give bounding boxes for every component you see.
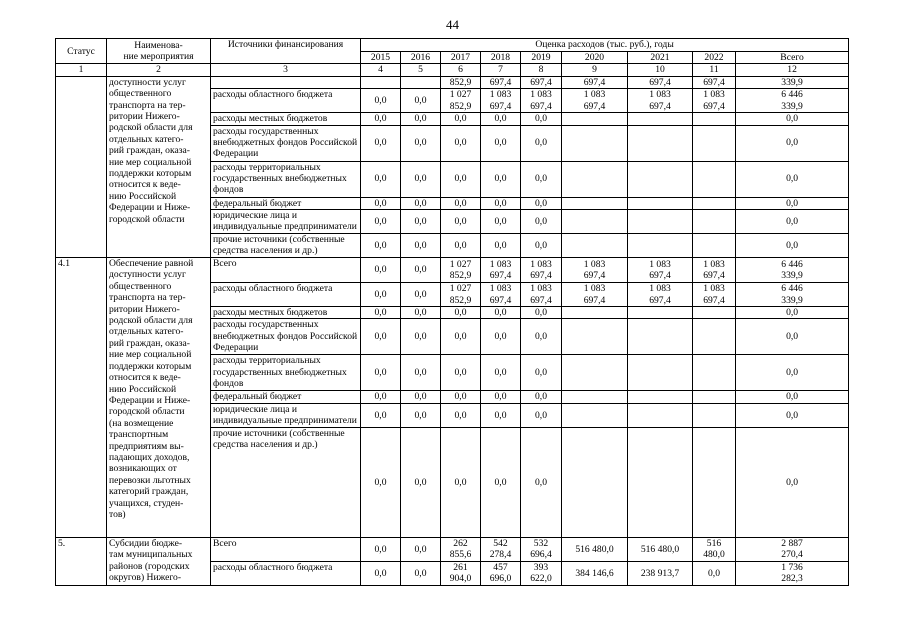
value-cell (361, 76, 401, 88)
value-cell (628, 307, 693, 319)
column-number: 6 (441, 64, 481, 76)
value-cell: 0,0 (361, 561, 401, 585)
header-year: 2020 (562, 52, 628, 64)
value-cell: 0,0 (736, 125, 849, 161)
value-cell: 0,0 (361, 307, 401, 319)
header-year: Всего (736, 52, 849, 64)
value-cell: 1 083 697,4 (521, 89, 562, 113)
value-cell: 1 083 697,4 (628, 258, 693, 283)
value-cell: 0,0 (521, 113, 562, 125)
value-cell: 852,9 (441, 76, 481, 88)
value-cell: 516 480,0 (628, 537, 693, 561)
value-cell: 0,0 (736, 319, 849, 355)
value-cell (693, 161, 736, 197)
value-cell (693, 391, 736, 403)
value-cell (628, 234, 693, 258)
value-cell: 0,0 (401, 234, 441, 258)
header-year: 2019 (521, 52, 562, 64)
value-cell: 697,4 (481, 76, 521, 88)
value-cell: 1 027 852,9 (441, 283, 481, 307)
value-cell: 0,0 (361, 113, 401, 125)
value-cell (628, 125, 693, 161)
value-cell: 0,0 (361, 319, 401, 355)
column-number: 8 (521, 64, 562, 76)
measure-name-cell: Субсидии бюдже- там муниципальных районов (городских округов) Нижего- (107, 537, 211, 585)
value-cell: 0,0 (736, 113, 849, 125)
value-cell: 0,0 (441, 403, 481, 427)
value-cell: 1 083 697,4 (481, 258, 521, 283)
value-cell: 0,0 (401, 89, 441, 113)
value-cell: 1 083 697,4 (562, 258, 628, 283)
value-cell (693, 234, 736, 258)
value-cell: 1 027 852,9 (441, 258, 481, 283)
value-cell: 0,0 (401, 210, 441, 234)
value-cell: 697,4 (693, 76, 736, 88)
funding-source-cell: расходы территориальных государственных внебюджетных фондов (211, 161, 361, 197)
value-cell: 0,0 (481, 161, 521, 197)
value-cell: 0,0 (441, 427, 481, 537)
value-cell: 0,0 (441, 307, 481, 319)
header-estimate: Оценка расходов (тыс. руб.), годы (361, 39, 849, 52)
value-cell: 697,4 (562, 76, 628, 88)
value-cell: 542 278,4 (481, 537, 521, 561)
header-year: 2017 (441, 52, 481, 64)
value-cell: 697,4 (521, 76, 562, 88)
value-cell: 0,0 (481, 234, 521, 258)
value-cell: 0,0 (441, 125, 481, 161)
funding-source-cell: расходы государственных внебюджетных фондов Российской Федерации (211, 319, 361, 355)
funding-source-cell: юридические лица и индивидуальные предприниматели (211, 403, 361, 427)
value-cell: 0,0 (441, 161, 481, 197)
value-cell: 0,0 (441, 355, 481, 391)
value-cell: 1 083 697,4 (693, 89, 736, 113)
funding-source-cell: прочие источники (собственные средства населения и др.) (211, 234, 361, 258)
value-cell: 0,0 (361, 403, 401, 427)
value-cell (693, 210, 736, 234)
status-cell: 4.1 (56, 258, 107, 538)
status-cell (56, 76, 107, 257)
value-cell: 0,0 (521, 355, 562, 391)
table-row (56, 258, 849, 283)
value-cell: 0,0 (521, 391, 562, 403)
value-cell: 1 083 697,4 (628, 89, 693, 113)
funding-source-cell: Всего (211, 537, 361, 561)
value-cell: 0,0 (361, 283, 401, 307)
value-cell: 0,0 (441, 210, 481, 234)
value-cell: 0,0 (736, 391, 849, 403)
value-cell: 0,0 (521, 234, 562, 258)
value-cell: 1 083 697,4 (562, 89, 628, 113)
value-cell: 1 083 697,4 (628, 283, 693, 307)
value-cell: 0,0 (481, 403, 521, 427)
value-cell (401, 76, 441, 88)
value-cell: 0,0 (481, 319, 521, 355)
value-cell: 0,0 (361, 355, 401, 391)
value-cell: 0,0 (361, 258, 401, 283)
value-cell: 457 696,0 (481, 561, 521, 585)
value-cell (628, 355, 693, 391)
value-cell: 0,0 (521, 427, 562, 537)
value-cell: 0,0 (361, 537, 401, 561)
value-cell: 1 083 697,4 (693, 258, 736, 283)
measure-name-cell: Обеспечение равной доступности услуг общественного транспорта на тер- ритории Нижего- родской области для отдельных катего- рий граждан, оказа- ние мер социальной поддержки которым относится к веде- нию Российской Федерации и Ниже- городской области (на возмещение транспортным предприятиям вы- падающих доходов, возникающих от перевозки льготных категорий граждан, учащихся, студен- тов) (107, 258, 211, 538)
value-cell: 0,0 (481, 307, 521, 319)
value-cell: 0,0 (736, 307, 849, 319)
value-cell: 0,0 (441, 197, 481, 209)
value-cell (628, 210, 693, 234)
value-cell: 261 904,0 (441, 561, 481, 585)
value-cell: 0,0 (736, 427, 849, 537)
funding-source-cell: Всего (211, 258, 361, 283)
value-cell (628, 427, 693, 537)
value-cell: 384 146,6 (562, 561, 628, 585)
value-cell: 0,0 (401, 161, 441, 197)
header-year: 2016 (401, 52, 441, 64)
value-cell: 0,0 (361, 89, 401, 113)
column-number: 4 (361, 64, 401, 76)
expense-table (55, 38, 849, 586)
funding-source-cell: федеральный бюджет (211, 391, 361, 403)
value-cell: 0,0 (361, 391, 401, 403)
value-cell: 0,0 (481, 125, 521, 161)
value-cell: 0,0 (401, 427, 441, 537)
value-cell: 0,0 (521, 161, 562, 197)
header-sources: Источники финансирования (211, 39, 361, 64)
column-number: 12 (736, 64, 849, 76)
funding-source-cell: расходы местных бюджетов (211, 113, 361, 125)
value-cell (693, 125, 736, 161)
value-cell (628, 197, 693, 209)
header-year: 2018 (481, 52, 521, 64)
funding-source-cell: расходы территориальных государственных внебюджетных фондов (211, 355, 361, 391)
value-cell (562, 403, 628, 427)
value-cell: 0,0 (521, 197, 562, 209)
column-number: 11 (693, 64, 736, 76)
value-cell: 2 887 270,4 (736, 537, 849, 561)
header-name: Наименова- ние мероприятия (107, 39, 211, 64)
value-cell (628, 319, 693, 355)
funding-source-cell: расходы государственных внебюджетных фондов Российской Федерации (211, 125, 361, 161)
value-cell: 262 855,6 (441, 537, 481, 561)
funding-source-cell: расходы местных бюджетов (211, 307, 361, 319)
value-cell: 0,0 (361, 161, 401, 197)
value-cell: 1 083 697,4 (481, 89, 521, 113)
value-cell: 1 083 697,4 (521, 258, 562, 283)
value-cell: 1 083 697,4 (562, 283, 628, 307)
table-row (56, 537, 849, 561)
value-cell: 0,0 (736, 161, 849, 197)
value-cell: 6 446 339,9 (736, 89, 849, 113)
value-cell (562, 125, 628, 161)
value-cell: 0,0 (736, 197, 849, 209)
value-cell (693, 403, 736, 427)
value-cell: 516 480,0 (562, 537, 628, 561)
value-cell: 0,0 (401, 125, 441, 161)
value-cell: 0,0 (441, 113, 481, 125)
value-cell: 0,0 (521, 210, 562, 234)
column-number: 10 (628, 64, 693, 76)
funding-source-cell (211, 76, 361, 88)
value-cell (562, 113, 628, 125)
value-cell: 0,0 (401, 307, 441, 319)
value-cell: 697,4 (628, 76, 693, 88)
value-cell: 393 622,0 (521, 561, 562, 585)
value-cell: 1 027 852,9 (441, 89, 481, 113)
value-cell: 6 446 339,9 (736, 258, 849, 283)
header-status: Статус (56, 39, 107, 64)
column-number: 2 (107, 64, 211, 76)
value-cell (693, 319, 736, 355)
value-cell (693, 307, 736, 319)
funding-source-cell: расходы областного бюджета (211, 561, 361, 585)
value-cell: 1 736 282,3 (736, 561, 849, 585)
value-cell (562, 234, 628, 258)
value-cell: 0,0 (441, 234, 481, 258)
value-cell (693, 197, 736, 209)
value-cell: 0,0 (736, 234, 849, 258)
value-cell: 0,0 (736, 210, 849, 234)
header-year: 2021 (628, 52, 693, 64)
value-cell: 0,0 (401, 403, 441, 427)
value-cell (693, 427, 736, 537)
value-cell: 0,0 (401, 113, 441, 125)
funding-source-cell: расходы областного бюджета (211, 89, 361, 113)
value-cell: 0,0 (521, 307, 562, 319)
value-cell: 0,0 (361, 427, 401, 537)
column-number: 7 (481, 64, 521, 76)
value-cell: 1 083 697,4 (481, 283, 521, 307)
value-cell: 6 446 339,9 (736, 283, 849, 307)
value-cell: 0,0 (441, 319, 481, 355)
value-cell: 0,0 (361, 210, 401, 234)
value-cell (628, 391, 693, 403)
column-number: 3 (211, 64, 361, 76)
value-cell: 516 480,0 (693, 537, 736, 561)
value-cell: 0,0 (481, 197, 521, 209)
value-cell: 0,0 (361, 125, 401, 161)
status-cell: 5. (56, 537, 107, 585)
column-number: 5 (401, 64, 441, 76)
column-number: 1 (56, 64, 107, 76)
value-cell (562, 210, 628, 234)
value-cell: 0,0 (441, 391, 481, 403)
value-cell: 0,0 (736, 355, 849, 391)
value-cell: 532 696,4 (521, 537, 562, 561)
value-cell: 0,0 (481, 355, 521, 391)
header-year: 2022 (693, 52, 736, 64)
value-cell (562, 161, 628, 197)
value-cell: 0,0 (521, 403, 562, 427)
value-cell (562, 197, 628, 209)
funding-source-cell: расходы областного бюджета (211, 283, 361, 307)
value-cell: 1 083 697,4 (693, 283, 736, 307)
value-cell: 0,0 (481, 427, 521, 537)
value-cell (628, 403, 693, 427)
value-cell: 0,0 (401, 283, 441, 307)
value-cell: 0,0 (693, 561, 736, 585)
value-cell: 0,0 (521, 125, 562, 161)
value-cell: 0,0 (361, 234, 401, 258)
value-cell: 0,0 (401, 258, 441, 283)
value-cell (562, 319, 628, 355)
value-cell: 0,0 (521, 319, 562, 355)
value-cell (628, 161, 693, 197)
column-number: 9 (562, 64, 628, 76)
value-cell (628, 113, 693, 125)
value-cell: 1 083 697,4 (521, 283, 562, 307)
value-cell: 0,0 (401, 537, 441, 561)
value-cell: 0,0 (401, 355, 441, 391)
value-cell: 0,0 (401, 391, 441, 403)
funding-source-cell: федеральный бюджет (211, 197, 361, 209)
value-cell: 0,0 (361, 197, 401, 209)
funding-source-cell: юридические лица и индивидуальные предприниматели (211, 210, 361, 234)
value-cell: 339,9 (736, 76, 849, 88)
page-number: 44 (446, 17, 459, 32)
value-cell: 0,0 (481, 210, 521, 234)
value-cell (562, 391, 628, 403)
value-cell (562, 427, 628, 537)
value-cell: 0,0 (401, 561, 441, 585)
value-cell (693, 355, 736, 391)
value-cell: 0,0 (401, 197, 441, 209)
value-cell (562, 307, 628, 319)
value-cell: 0,0 (401, 319, 441, 355)
table-row (56, 76, 849, 88)
value-cell (562, 355, 628, 391)
value-cell: 0,0 (481, 113, 521, 125)
measure-name-cell: доступности услуг общественного транспорта на тер- ритории Нижего- родской области для отдельных катего- рий граждан, оказа- ние мер социальной поддержки которым относится к веде- нию Российской Федерации и Ниже- городской области (107, 76, 211, 257)
value-cell: 238 913,7 (628, 561, 693, 585)
funding-source-cell: прочие источники (собственные средства населения и др.) (211, 427, 361, 537)
header-year: 2015 (361, 52, 401, 64)
value-cell: 0,0 (481, 391, 521, 403)
value-cell: 0,0 (736, 403, 849, 427)
value-cell (693, 113, 736, 125)
